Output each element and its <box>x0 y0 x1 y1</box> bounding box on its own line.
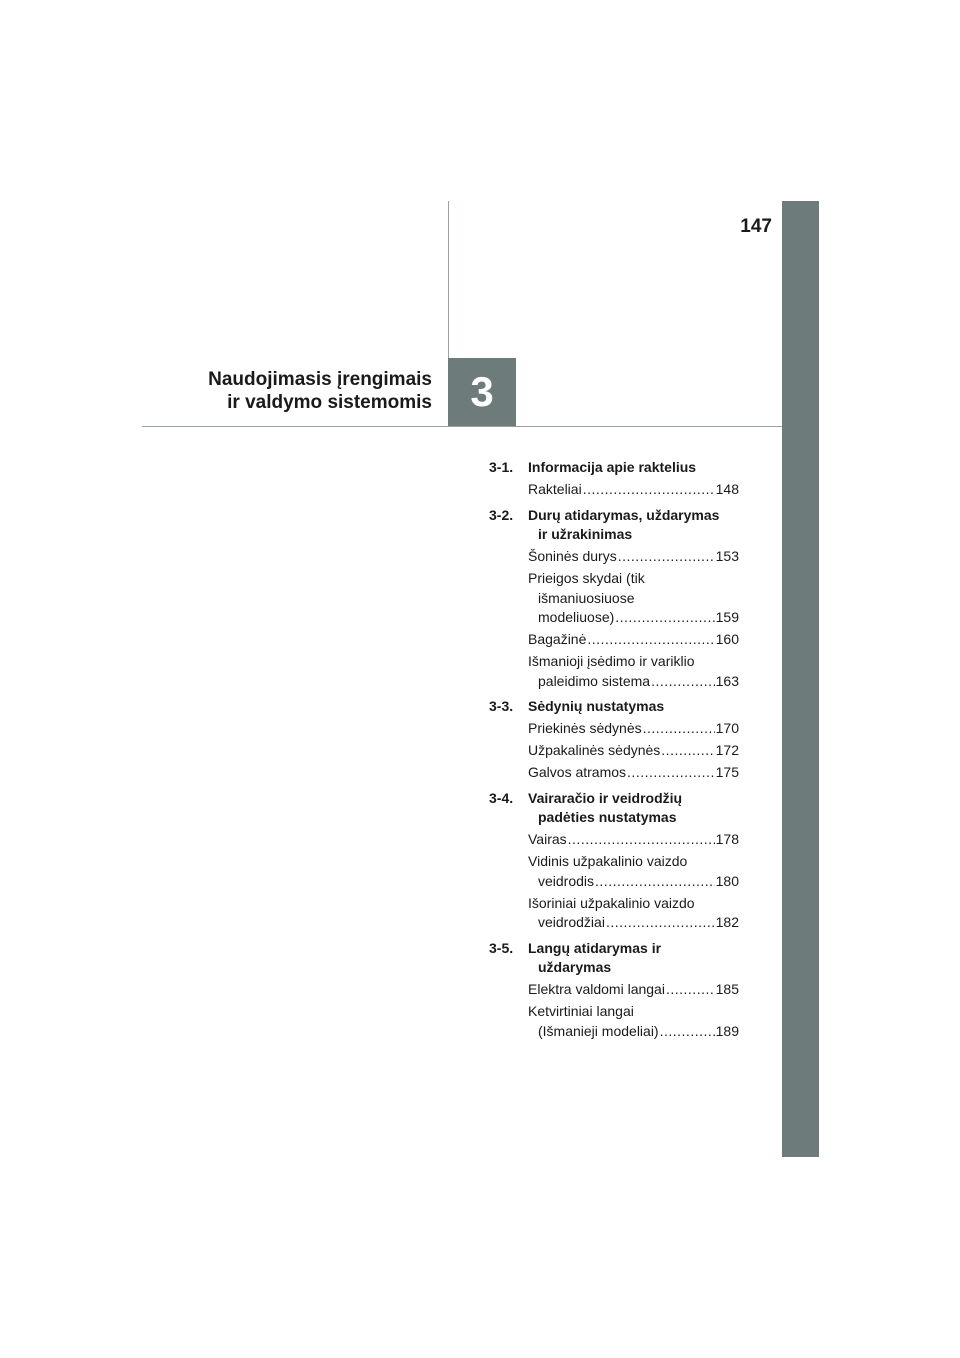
chapter-title-line: Naudojimasis įrengimais <box>208 369 432 390</box>
toc-section-number: 3-1. <box>489 459 514 475</box>
toc-dot-leader <box>583 480 715 500</box>
toc-dot-leader <box>627 763 715 783</box>
toc-dot-leader <box>587 630 714 650</box>
toc-entry-line <box>528 980 739 1000</box>
toc-section-number: 3-3. <box>489 698 514 714</box>
toc-section-title-line: Informacija apie raktelius <box>528 459 697 475</box>
toc-entry-text: Elektra valdomi langai <box>528 981 665 997</box>
toc-entry-line <box>528 763 739 783</box>
toc-entry-line <box>528 480 739 500</box>
toc-dot-leader <box>618 547 715 567</box>
toc-entry-text: Bagažinė <box>528 631 587 647</box>
toc-entry[interactable] <box>528 1002 739 1041</box>
toc-entry-line <box>528 894 739 914</box>
toc-entry-page: 189 <box>715 1022 739 1039</box>
chapter-number-box: 3 <box>448 358 516 426</box>
toc-entry-line <box>528 719 739 739</box>
toc-entry[interactable] <box>528 830 739 850</box>
toc-entry-text: Vairas <box>528 831 567 847</box>
toc-dot-leader <box>661 741 714 761</box>
toc-section-number: 3-2. <box>489 506 514 523</box>
toc-entry[interactable] <box>528 763 739 783</box>
toc-dot-leader <box>666 980 715 1000</box>
toc-entry[interactable] <box>528 630 739 650</box>
toc-entry-line <box>528 913 739 933</box>
toc-section-title <box>528 697 739 717</box>
toc-section-number: 3-4. <box>489 789 514 806</box>
chapter-side-tab <box>782 201 819 1157</box>
toc-entry[interactable] <box>528 852 739 891</box>
toc-section-title-line: padėties nustatymas <box>538 809 677 825</box>
toc-section-heading[interactable] <box>489 458 739 478</box>
toc-entry-text: paleidimo sistema <box>538 672 651 689</box>
toc-section-heading[interactable] <box>489 506 739 545</box>
chapter-title-line: ir valdymo sistemomis <box>227 392 432 413</box>
toc-entry[interactable] <box>528 741 739 761</box>
toc-entry-page: 148 <box>715 481 739 497</box>
toc-entry-line <box>528 672 739 692</box>
table-of-contents <box>489 458 739 1041</box>
toc-entry-text: Išoriniai užpakalinio vaizdo <box>528 894 695 911</box>
toc-entry-line <box>528 1022 739 1042</box>
toc-section-title-line: Vairaračio ir veidrodžių <box>528 789 683 806</box>
toc-entry-page: 172 <box>715 742 739 758</box>
toc-entry-line <box>528 741 739 761</box>
toc-section-heading[interactable] <box>489 939 739 978</box>
toc-entry-text: veidrodis <box>538 872 595 889</box>
toc-entry[interactable] <box>528 980 739 1000</box>
toc-dot-leader <box>651 672 715 692</box>
toc-entry-page: 163 <box>715 672 739 689</box>
toc-entry-page: 180 <box>715 872 739 889</box>
toc-entry-text: Priekinės sėdynės <box>528 720 642 736</box>
toc-entry-text: Ketvirtiniai langai <box>528 1003 634 1019</box>
toc-entry-text: (Išmanieji modeliai) <box>538 1022 659 1039</box>
toc-dot-leader <box>606 913 715 933</box>
toc-section-title-line: ir užrakinimas <box>538 526 633 542</box>
toc-dot-leader <box>643 719 715 739</box>
toc-entry-line <box>528 569 739 589</box>
toc-section-title-line: Sėdynių nustatymas <box>528 698 665 714</box>
toc-section-title-line: Langų atidarymas ir <box>528 939 662 956</box>
toc-entry-text: išmaniuosiuose <box>538 589 635 606</box>
toc-section-title-line: uždarymas <box>538 959 612 975</box>
toc-entry-text: Rakteliai <box>528 481 582 497</box>
toc-entry-text: Vidinis užpakalinio vaizdo <box>528 853 688 869</box>
toc-entry-line <box>528 608 739 628</box>
toc-entry-page: 170 <box>715 720 739 736</box>
chapter-title <box>208 368 432 414</box>
toc-dot-leader <box>660 1022 715 1042</box>
toc-entry-text: modeliuose) <box>538 609 615 625</box>
toc-entry-line <box>528 589 739 609</box>
toc-section-title <box>528 939 739 978</box>
toc-entry-text: Šoninės durys <box>528 548 617 564</box>
toc-section-title-line: Durų atidarymas, uždarymas <box>528 506 720 523</box>
toc-entry-text: Išmanioji įsėdimo ir variklio <box>528 653 695 669</box>
toc-section-title <box>528 506 739 545</box>
toc-entry-page: 175 <box>715 764 739 780</box>
toc-entry-line <box>528 630 739 650</box>
page-number: 147 <box>740 216 772 237</box>
toc-entry-line <box>528 1002 739 1022</box>
toc-entry-line <box>528 830 739 850</box>
toc-entry[interactable] <box>528 652 739 691</box>
toc-entry[interactable] <box>528 894 739 933</box>
toc-section-heading[interactable] <box>489 789 739 828</box>
toc-entry-line <box>528 652 739 672</box>
header-rule <box>142 426 782 427</box>
toc-entry-page: 182 <box>715 914 739 930</box>
toc-entry-page: 160 <box>715 631 739 647</box>
toc-dot-leader <box>568 830 715 850</box>
toc-entry-page: 185 <box>715 981 739 997</box>
toc-entry-line <box>528 872 739 892</box>
toc-entry[interactable] <box>528 719 739 739</box>
toc-entry-text: Užpakalinės sėdynės <box>528 742 661 758</box>
toc-dot-leader <box>595 872 715 892</box>
toc-entry-text: veidrodžiai <box>538 914 605 930</box>
toc-entry-line <box>528 852 739 872</box>
toc-entry[interactable] <box>528 480 739 500</box>
toc-entry-line <box>528 547 739 567</box>
toc-entry-page: 178 <box>715 831 739 847</box>
toc-entry-page: 153 <box>715 548 739 564</box>
toc-section-number: 3-5. <box>489 939 514 956</box>
vertical-divider <box>448 201 449 358</box>
toc-section-title <box>528 458 739 478</box>
toc-dot-leader <box>615 608 714 628</box>
toc-section-heading[interactable] <box>489 697 739 717</box>
toc-section-title <box>528 789 739 828</box>
toc-entry[interactable] <box>528 569 739 628</box>
toc-entry-page: 159 <box>715 609 739 625</box>
toc-entry-text: Prieigos skydai (tik <box>528 570 645 586</box>
toc-entry-text: Galvos atramos <box>528 764 627 780</box>
toc-entry[interactable] <box>528 547 739 567</box>
